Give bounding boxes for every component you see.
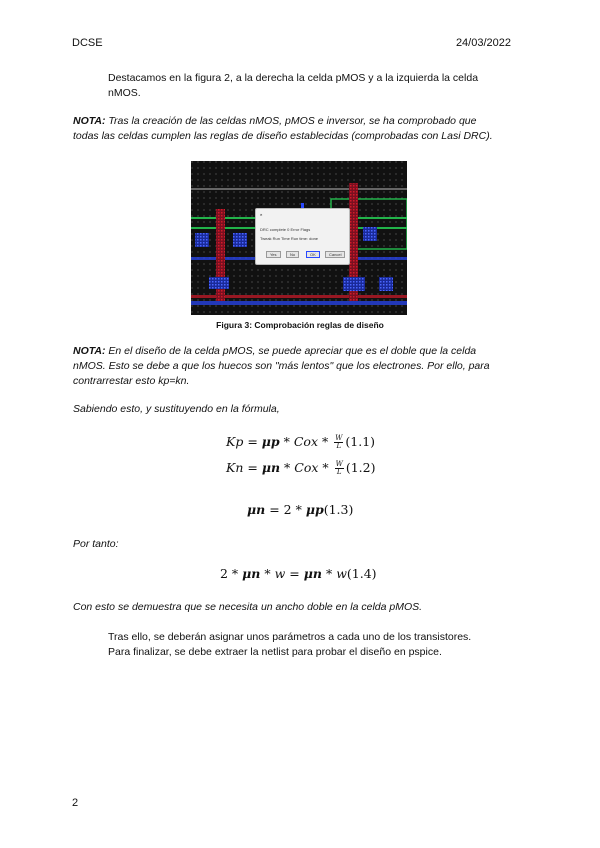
final-line: Tras ello, se deberán asignar unos parámetros a cada uno de los transistores. xyxy=(108,631,472,643)
yes-button[interactable]: Yes xyxy=(266,251,281,258)
close-icon[interactable]: × xyxy=(260,212,263,217)
intro-line: Destacamos en la figura 2, a la derecha la celda pMOS y a la izquierda la celda xyxy=(108,72,479,84)
conclusion-text: Con esto se demuestra que se necesita un ancho doble en la celda pMOS. xyxy=(73,601,423,613)
nota-paragraph-2 xyxy=(73,344,533,389)
nota-label: NOTA: xyxy=(73,345,106,357)
header-left: DCSE xyxy=(72,37,103,49)
nota-text: Tras la creación de las celdas nMOS, pMOS e inversor, se ha comprobado que xyxy=(108,115,477,127)
equation-1-2: Kn = μn * Cox * $\frac{W}{L}$ (1.2) xyxy=(226,460,376,476)
nota-text: contrarrestar esto kp=kn. xyxy=(73,375,190,387)
header-date: 24/03/2022 xyxy=(455,37,511,49)
no-button[interactable]: No xyxy=(286,251,299,258)
final-line: Para finalizar, se debe extraer la netlist para probar el diseño en pspice. xyxy=(108,646,442,658)
drc-dialog xyxy=(255,208,350,265)
layout-figure xyxy=(191,161,407,315)
nota-text: todas las celdas cumplen las reglas de diseño establecidas (comprobadas con Lasi DRC). xyxy=(73,130,493,142)
ok-button[interactable]: OK xyxy=(306,251,320,258)
drc-dialog-message: DRC complete 0 Error Flags xyxy=(260,227,311,232)
cancel-button[interactable]: Cancel xyxy=(325,251,345,258)
nota-text: En el diseño de la celda pMOS, se puede apreciar que es el doble que la celda xyxy=(108,345,477,357)
intro-line: nMOS. xyxy=(108,87,141,99)
intro-paragraph xyxy=(108,71,478,101)
equation-1-3: μn = 2 * μp(1.3) xyxy=(247,502,354,517)
nota-paragraph-1 xyxy=(73,114,533,144)
figure-caption: Figura 3: Comprobación reglas de diseño xyxy=(216,320,384,330)
nota-text: nMOS. Esto se debe a que los huecos son "más lentos" que los electrones. Por ello, para xyxy=(73,360,490,372)
final-paragraph xyxy=(108,630,471,660)
drc-dialog-message: Tweak Run Time Run time: done xyxy=(260,236,319,241)
nota-label: NOTA: xyxy=(73,115,106,127)
sabiendo-text: Sabiendo esto, y sustituyendo en la fórmula, xyxy=(73,403,280,415)
equation-1-4: 2 * μn * w = μn * w(1.4) xyxy=(220,566,377,581)
portanto-text: Por tanto: xyxy=(73,538,119,550)
page-number: 2 xyxy=(72,797,79,809)
equation-1-1: Kp = μp * Cox * $\frac{W}{L}$ (1.1) xyxy=(226,434,376,450)
